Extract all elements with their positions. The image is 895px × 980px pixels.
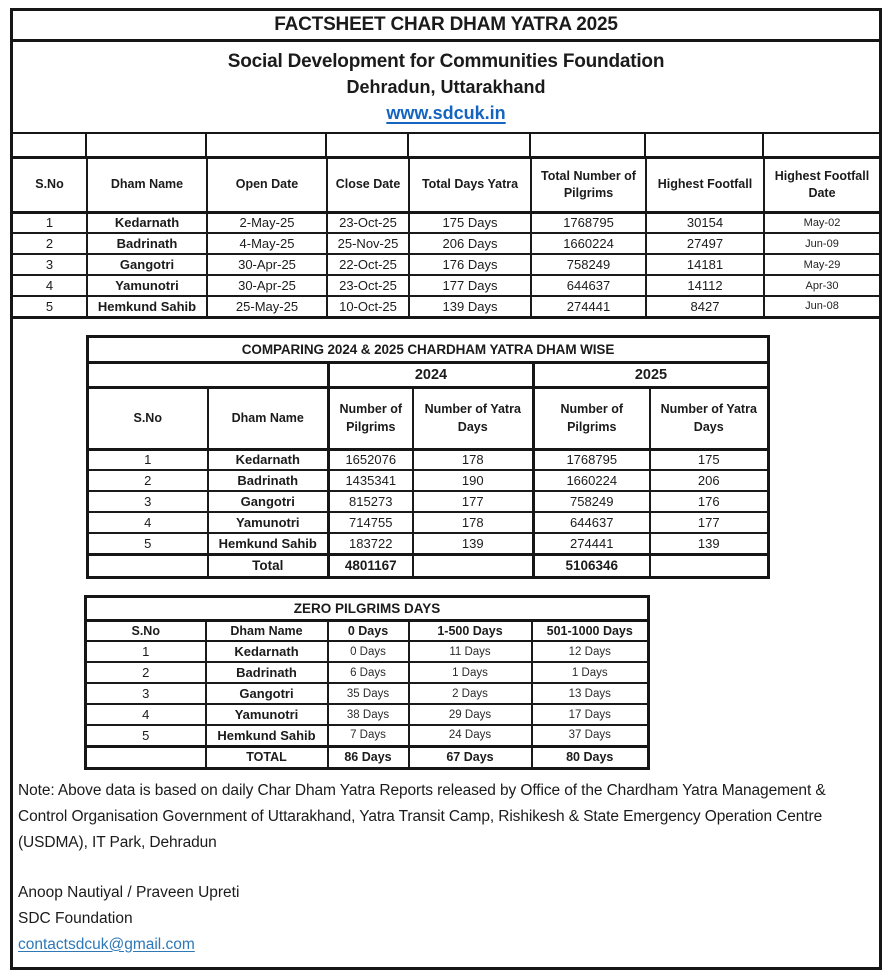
org-name: Social Development for Communities Foundation: [227, 50, 665, 72]
table-cell: 1660224: [534, 470, 650, 491]
table-cell: 1: [86, 641, 206, 662]
table-cell: 644637: [531, 275, 646, 296]
table-cell: 2 Days: [409, 683, 532, 704]
table-cell: May-02: [764, 212, 879, 233]
table-cell: 1652076: [329, 449, 413, 470]
comparison-header-row: [88, 387, 769, 449]
table-cell: 30-Apr-25: [207, 254, 327, 275]
table-cell: 17 Days: [532, 704, 649, 725]
table-cell: Hemkund Sahib: [87, 296, 207, 317]
table-cell: 644637: [534, 512, 650, 533]
spacer-cell: [646, 134, 764, 156]
table-row: [88, 491, 769, 512]
table-cell: 8427: [646, 296, 764, 317]
yatra-summary-table: [13, 159, 879, 319]
table-cell: 3: [86, 683, 206, 704]
total-label: Total: [208, 554, 329, 577]
zero-total-row: [86, 746, 649, 768]
col-header-dham-name: Dham Name: [208, 387, 329, 449]
spacer-cell: [87, 134, 207, 156]
table-cell: 22-Oct-25: [327, 254, 409, 275]
table-row: [13, 212, 879, 233]
table-row: [13, 254, 879, 275]
table-row: [13, 233, 879, 254]
table-row: [86, 725, 649, 746]
col-header-total-days: Total Days Yatra: [409, 159, 531, 212]
col-header-sno: S.No: [86, 620, 206, 641]
table-cell: Gangotri: [87, 254, 207, 275]
table-cell: Yamunotri: [208, 512, 329, 533]
table-cell: 23-Oct-25: [327, 212, 409, 233]
table-cell: 1768795: [531, 212, 646, 233]
table-cell: Badrinath: [206, 662, 328, 683]
table-cell: 38 Days: [328, 704, 409, 725]
table-cell: 5: [86, 725, 206, 746]
table-cell: May-29: [764, 254, 879, 275]
table-cell: Yamunotri: [87, 275, 207, 296]
col-header-total-pilgrims: Total Number of Pilgrims: [531, 159, 646, 212]
spacer-cell: [207, 134, 327, 156]
table-cell: Badrinath: [208, 470, 329, 491]
yatra-header-row: [13, 159, 879, 212]
table-row: [88, 533, 769, 554]
year-header-2025: 2025: [534, 362, 769, 387]
table-cell: 206 Days: [409, 233, 531, 254]
total-empty-cell: [88, 554, 208, 577]
table-cell: 0 Days: [328, 641, 409, 662]
table-cell: 27497: [646, 233, 764, 254]
zero-header-row: [86, 620, 649, 641]
table-cell: 175 Days: [409, 212, 531, 233]
col-header-pilgrims-2024: Number of Pilgrims: [329, 387, 413, 449]
col-header-501-1000-days: 501-1000 Days: [532, 620, 649, 641]
table-cell: 758249: [534, 491, 650, 512]
comparison-total-row: [88, 554, 769, 577]
org-location: Dehradun, Uttarakhand: [346, 77, 546, 97]
contact-block: [13, 880, 879, 958]
contact-org: SDC Foundation: [18, 909, 133, 927]
empty-grid-row: [13, 134, 879, 159]
table-cell: 815273: [329, 491, 413, 512]
table-cell: 1: [88, 449, 208, 470]
table-cell: 177 Days: [409, 275, 531, 296]
table-cell: 23-Oct-25: [327, 275, 409, 296]
table-cell: 178: [413, 512, 534, 533]
total-empty-cell: [650, 554, 769, 577]
table-cell: 139 Days: [409, 296, 531, 317]
table-cell: Jun-08: [764, 296, 879, 317]
table-cell: 11 Days: [409, 641, 532, 662]
table-cell: 175: [650, 449, 769, 470]
col-header-days-2024: Number of Yatra Days: [413, 387, 534, 449]
table-row: [86, 704, 649, 725]
table-row: [88, 470, 769, 491]
section-gap: [13, 319, 879, 335]
table-cell: 183722: [329, 533, 413, 554]
table-cell: 5: [88, 533, 208, 554]
total-pilgrims-2024: 4801167: [329, 554, 413, 577]
col-header-1-500-days: 1-500 Days: [409, 620, 532, 641]
table-cell: 139: [413, 533, 534, 554]
total-pilgrims-2025: 5106346: [534, 554, 650, 577]
table-row: [88, 449, 769, 470]
table-cell: Kedarnath: [208, 449, 329, 470]
table-cell: 29 Days: [409, 704, 532, 725]
table-cell: Kedarnath: [206, 641, 328, 662]
total-empty-cell: [413, 554, 534, 577]
total-empty-cell: [86, 746, 206, 768]
year-header-empty: [88, 362, 329, 387]
table-cell: 4-May-25: [207, 233, 327, 254]
table-cell: 25-Nov-25: [327, 233, 409, 254]
spacer-cell: [531, 134, 646, 156]
org-header: [13, 42, 879, 134]
table-cell: 5: [13, 296, 87, 317]
website-link[interactable]: www.sdcuk.in: [386, 102, 506, 123]
spacer-cell: [764, 134, 879, 156]
total-501-1000-days: 80 Days: [532, 746, 649, 768]
table-cell: Gangotri: [206, 683, 328, 704]
table-cell: 190: [413, 470, 534, 491]
table-cell: 1768795: [534, 449, 650, 470]
table-cell: 2: [13, 233, 87, 254]
table-cell: 3: [88, 491, 208, 512]
table-cell: 35 Days: [328, 683, 409, 704]
table-cell: 2: [86, 662, 206, 683]
total-0-days: 86 Days: [328, 746, 409, 768]
table-row: [13, 275, 879, 296]
table-row: [13, 296, 879, 317]
table-cell: 12 Days: [532, 641, 649, 662]
table-cell: 7 Days: [328, 725, 409, 746]
table-cell: 10-Oct-25: [327, 296, 409, 317]
year-header-row: [88, 362, 769, 387]
spacer-cell: [13, 134, 87, 156]
table-cell: 24 Days: [409, 725, 532, 746]
table-cell: Badrinath: [87, 233, 207, 254]
table-cell: 177: [413, 491, 534, 512]
email-link[interactable]: contactsdcuk@gmail.com: [18, 935, 195, 953]
table-cell: 176 Days: [409, 254, 531, 275]
source-note: Note: Above data is based on daily Char Dham Yatra Reports released by Office of the Chardham Yatra Management & Control Organisation Government of Uttarakhand, Yatra Transit Camp, Rishikesh & State Emergency Operation Centre (USDMA), IT Park, Dehradun: [18, 781, 826, 851]
comparison-table: [86, 335, 770, 579]
total-label: TOTAL: [206, 746, 328, 768]
table-cell: 178: [413, 449, 534, 470]
comparison-table-title: COMPARING 2024 & 2025 CHARDHAM YATRA DHAM WISE: [88, 336, 769, 362]
table-cell: 4: [88, 512, 208, 533]
zero-pilgrims-table: [84, 595, 650, 770]
col-header-close-date: Close Date: [327, 159, 409, 212]
section-gap: [13, 579, 879, 595]
table-cell: 1660224: [531, 233, 646, 254]
table-cell: 25-May-25: [207, 296, 327, 317]
table-cell: 37 Days: [532, 725, 649, 746]
spacer-cell: [327, 134, 409, 156]
table-cell: 4: [86, 704, 206, 725]
col-header-footfall-date: Highest Footfall Date: [764, 159, 879, 212]
table-cell: 139: [650, 533, 769, 554]
table-cell: Jun-09: [764, 233, 879, 254]
table-cell: 758249: [531, 254, 646, 275]
table-cell: 176: [650, 491, 769, 512]
col-header-highest-footfall: Highest Footfall: [646, 159, 764, 212]
spacer-cell: [409, 134, 531, 156]
table-cell: 274441: [531, 296, 646, 317]
table-cell: 3: [13, 254, 87, 275]
table-cell: 1435341: [329, 470, 413, 491]
table-cell: 2-May-25: [207, 212, 327, 233]
col-header-dham-name: Dham Name: [206, 620, 328, 641]
table-cell: 4: [13, 275, 87, 296]
factsheet-page: [10, 8, 882, 970]
table-cell: 177: [650, 512, 769, 533]
table-cell: 14181: [646, 254, 764, 275]
col-header-dham-name: Dham Name: [87, 159, 207, 212]
col-header-sno: S.No: [13, 159, 87, 212]
table-cell: 2: [88, 470, 208, 491]
table-cell: 30-Apr-25: [207, 275, 327, 296]
table-cell: Apr-30: [764, 275, 879, 296]
table-row: [86, 662, 649, 683]
table-cell: 206: [650, 470, 769, 491]
table-cell: Kedarnath: [87, 212, 207, 233]
table-cell: Hemkund Sahib: [206, 725, 328, 746]
table-cell: 1 Days: [532, 662, 649, 683]
col-header-pilgrims-2025: Number of Pilgrims: [534, 387, 650, 449]
col-header-0-days: 0 Days: [328, 620, 409, 641]
col-header-open-date: Open Date: [207, 159, 327, 212]
year-header-2024: 2024: [329, 362, 534, 387]
table-cell: 274441: [534, 533, 650, 554]
table-row: [88, 512, 769, 533]
col-header-days-2025: Number of Yatra Days: [650, 387, 769, 449]
table-cell: 1 Days: [409, 662, 532, 683]
contact-names: Anoop Nautiyal / Praveen Upreti: [18, 883, 240, 901]
table-cell: 1: [13, 212, 87, 233]
table-cell: Hemkund Sahib: [208, 533, 329, 554]
zero-table-title: ZERO PILGRIMS DAYS: [86, 596, 649, 620]
total-1-500-days: 67 Days: [409, 746, 532, 768]
table-row: [86, 683, 649, 704]
table-cell: 13 Days: [532, 683, 649, 704]
page-title: FACTSHEET CHAR DHAM YATRA 2025: [13, 11, 879, 42]
col-header-sno: S.No: [88, 387, 208, 449]
table-cell: 714755: [329, 512, 413, 533]
table-row: [86, 641, 649, 662]
table-cell: Yamunotri: [206, 704, 328, 725]
table-cell: Gangotri: [208, 491, 329, 512]
table-cell: 6 Days: [328, 662, 409, 683]
table-cell: 14112: [646, 275, 764, 296]
table-cell: 30154: [646, 212, 764, 233]
